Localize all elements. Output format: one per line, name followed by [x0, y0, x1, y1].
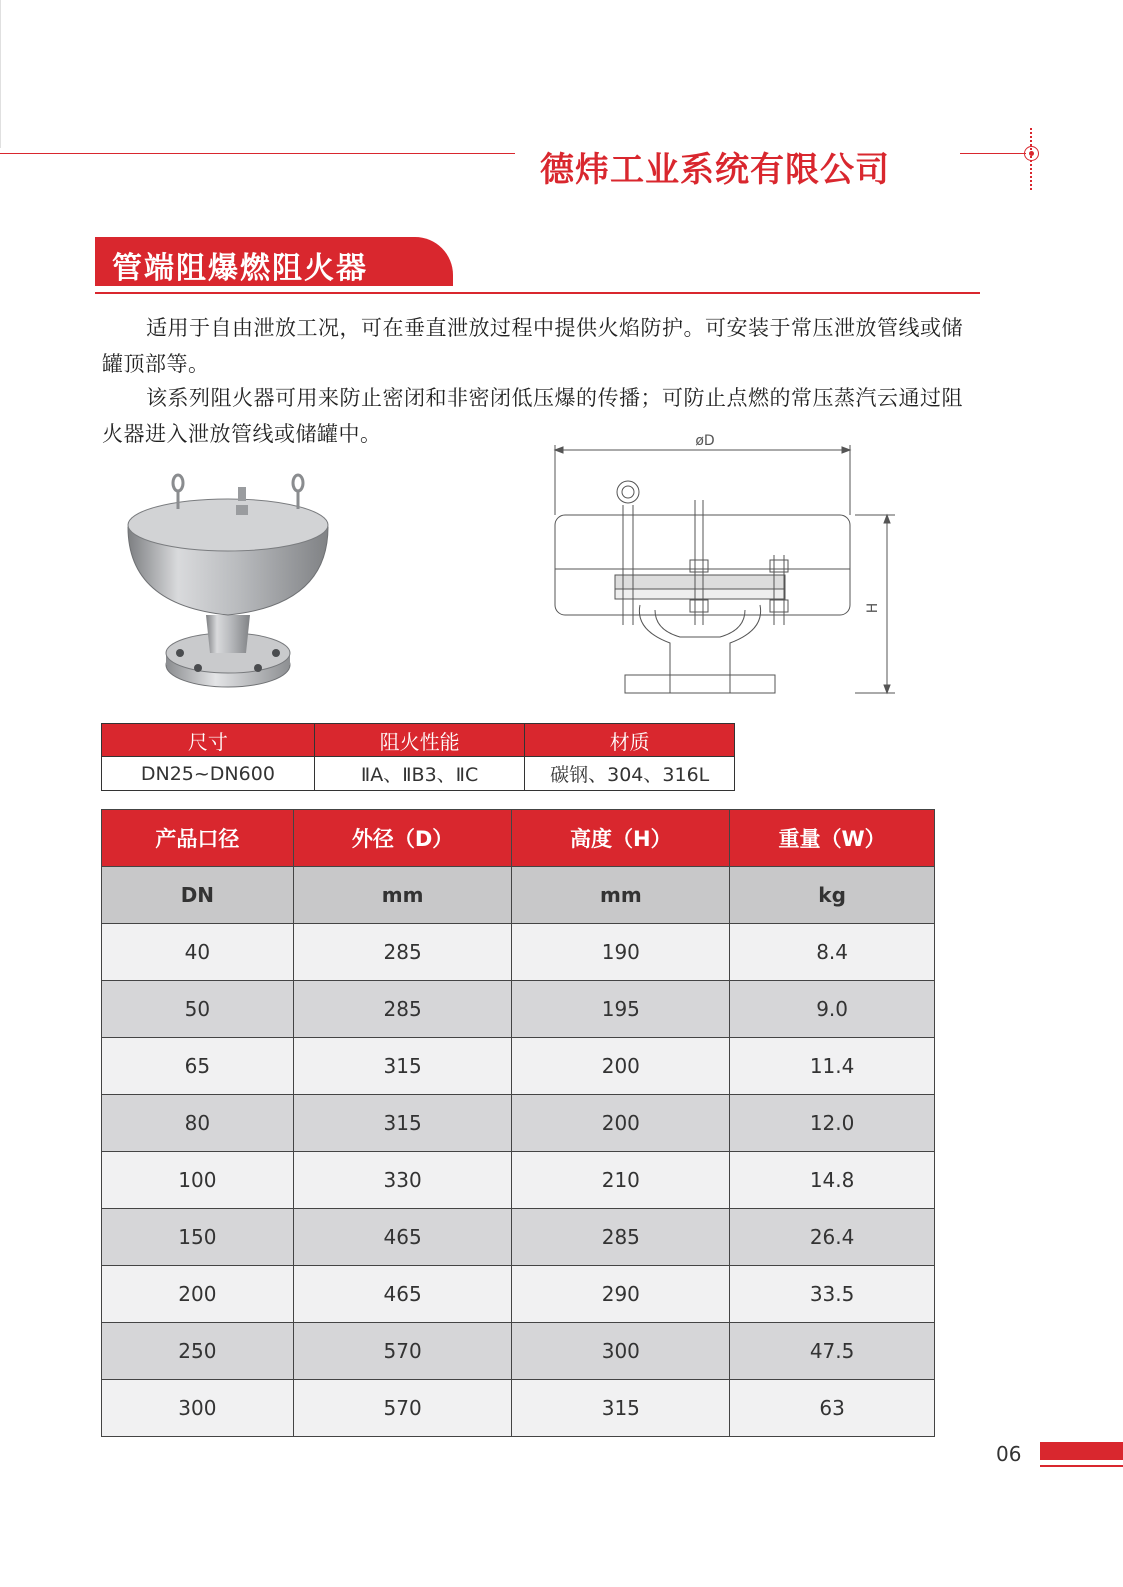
table-cell: 100: [102, 1152, 294, 1209]
header-diameter: 产品口径: [102, 810, 294, 867]
table-cell: 290: [512, 1266, 730, 1323]
target-icon: [1024, 146, 1039, 161]
dimension-d-label: øD: [695, 433, 715, 449]
table-cell: 285: [293, 981, 512, 1038]
table-cell: 465: [293, 1209, 512, 1266]
spec-header-performance: 阻火性能: [314, 724, 525, 757]
table-cell: 315: [512, 1380, 730, 1437]
table-cell: 63: [730, 1380, 935, 1437]
table-cell: 465: [293, 1266, 512, 1323]
page-number-rule: [1040, 1465, 1123, 1467]
unit-cell: mm: [512, 867, 730, 924]
spec-table: [101, 723, 735, 791]
header-weight: 重量（W）: [730, 810, 935, 867]
table-cell: 330: [293, 1152, 512, 1209]
table-cell: 315: [293, 1038, 512, 1095]
unit-cell: mm: [293, 867, 512, 924]
table-cell: 9.0: [730, 981, 935, 1038]
table-cell: 570: [293, 1380, 512, 1437]
technical-drawing: [545, 425, 905, 710]
table-row: [102, 1380, 935, 1437]
dimension-h-label: H: [865, 602, 881, 614]
table-cell: 33.5: [730, 1266, 935, 1323]
table-row: [102, 981, 935, 1038]
company-name: 德炜工业系统有限公司: [540, 150, 890, 190]
table-cell: 190: [512, 924, 730, 981]
table-row: [102, 1095, 935, 1152]
dimension-table: [101, 809, 935, 1437]
page-edge-line: [0, 0, 1, 148]
table-cell: 570: [293, 1323, 512, 1380]
table-cell: 12.0: [730, 1095, 935, 1152]
table-cell: 200: [102, 1266, 294, 1323]
table-row: [102, 1209, 935, 1266]
table-row: [102, 1323, 935, 1380]
spec-performance-value: ⅡA、ⅡB3、ⅡC: [314, 757, 525, 791]
table-cell: 65: [102, 1038, 294, 1095]
description-paragraph: 适用于自由泄放工况，可在垂直泄放过程中提供火焰防护。可安装于常压泄放管线或储罐顶部等。: [102, 316, 963, 376]
table-cell: 200: [512, 1095, 730, 1152]
spec-material-value: 碳钢、304、316L: [525, 757, 735, 791]
table-cell: 47.5: [730, 1323, 935, 1380]
table-cell: 14.8: [730, 1152, 935, 1209]
description-paragraph: 该系列阻火器可用来防止密闭和非密闭低压爆的传播；可防止点燃的常压蒸汽云通过阻火器进入泄放管线或储罐中。: [102, 386, 963, 446]
header-rule-left: [0, 153, 515, 154]
table-row: [102, 924, 935, 981]
spec-header-material: 材质: [525, 724, 735, 757]
header-outer-diameter: 外径（D）: [293, 810, 512, 867]
unit-cell: DN: [102, 867, 294, 924]
table-row: [102, 1152, 935, 1209]
spec-size-value: DN25~DN600: [102, 757, 315, 791]
page-number: 06: [996, 1442, 1022, 1466]
table-cell: 315: [293, 1095, 512, 1152]
table-cell: 285: [512, 1209, 730, 1266]
table-cell: 26.4: [730, 1209, 935, 1266]
table-row: [102, 1038, 935, 1095]
section-title-underline: [95, 292, 980, 294]
unit-cell: kg: [730, 867, 935, 924]
table-cell: 250: [102, 1323, 294, 1380]
table-cell: 11.4: [730, 1038, 935, 1095]
table-cell: 150: [102, 1209, 294, 1266]
section-title: 管端阻爆燃阻火器: [112, 251, 368, 286]
table-cell: 40: [102, 924, 294, 981]
table-cell: 285: [293, 924, 512, 981]
table-row: [102, 1266, 935, 1323]
product-photo: [118, 465, 338, 705]
page-number-bar: [1040, 1442, 1123, 1460]
header-height: 高度（H）: [512, 810, 730, 867]
table-cell: 8.4: [730, 924, 935, 981]
table-cell: 195: [512, 981, 730, 1038]
table-cell: 210: [512, 1152, 730, 1209]
table-cell: 50: [102, 981, 294, 1038]
table-cell: 300: [102, 1380, 294, 1437]
header-rule-right: [960, 153, 1026, 154]
spec-header-size: 尺寸: [102, 724, 315, 757]
table-cell: 200: [512, 1038, 730, 1095]
table-cell: 80: [102, 1095, 294, 1152]
table-cell: 300: [512, 1323, 730, 1380]
